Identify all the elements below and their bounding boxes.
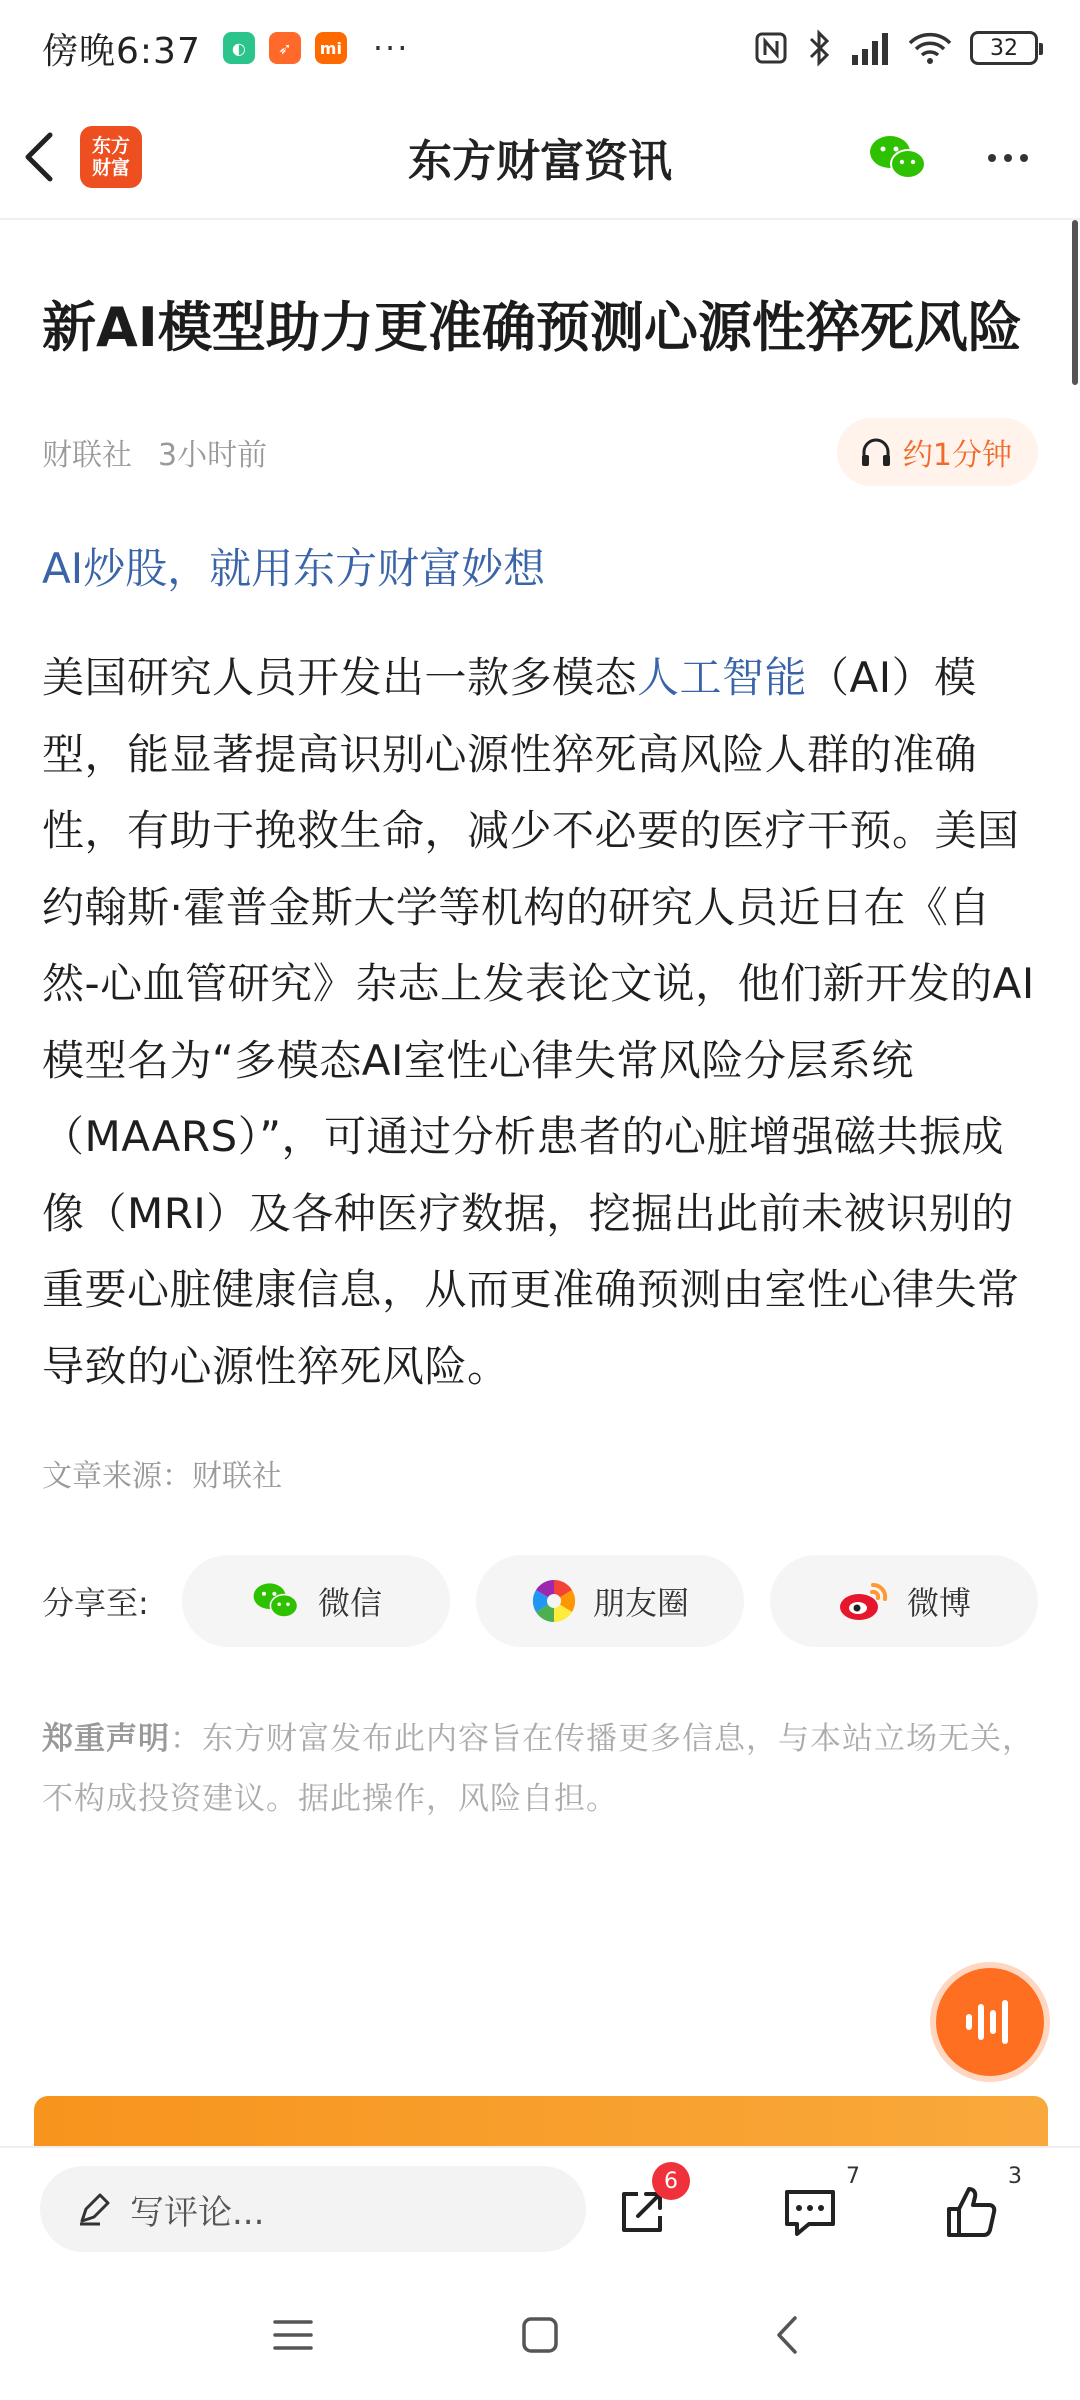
signal-icon	[850, 31, 890, 65]
disclaimer-text: ：东方财富发布此内容旨在传播更多信息，与本站立场无关，不构成投资建议。据此操作，风险自担。	[42, 1721, 1034, 1817]
comment-count: 7	[846, 2164, 860, 2189]
dot-icon	[1020, 154, 1028, 162]
status-app-icons	[223, 32, 347, 64]
headphones-icon	[859, 435, 893, 469]
body-text-part: （AI）模型，能显著提高识别心源性猝死高风险人群的准确性，有助于挽救生命，减少不必要的医疗干预。美国约翰斯·霍普金斯大学等机构的研究人员近日在《自然-心血管研究》杂志上发表论文说，他们新开发的AI模型名为“多模态AI室性心律失常风险分层系统（MAARS）”，可通过分析患者的心脏增强磁共振成像（MRI）及各种医疗数据，挖掘出此前未被识别的重要心脏健康信息，从而更准确预测由室性心律失常导致的心源性猝死风险。	[42, 653, 1035, 1391]
article-time: 3小时前	[158, 438, 268, 473]
nav-home-button[interactable]	[500, 2295, 580, 2375]
weibo-icon	[837, 1579, 891, 1623]
app-green-icon: ◐	[223, 32, 255, 64]
mi-icon: mi	[315, 32, 347, 64]
share-row	[42, 1555, 1038, 1647]
article-meta	[42, 418, 1038, 486]
logo-text-line1: 东方	[91, 135, 130, 157]
ai-keyword-link[interactable]: 人工智能	[637, 653, 808, 702]
battery-indicator	[970, 31, 1038, 65]
chevron-left-icon	[20, 129, 60, 185]
article	[42, 220, 1038, 1829]
disclaimer	[42, 1709, 1038, 1829]
comment-icon	[781, 2184, 839, 2240]
logo-text-line2: 财富	[91, 157, 130, 179]
app-orange-icon: ➶	[269, 32, 301, 64]
status-indicators	[754, 29, 1038, 67]
share-moments-label: 朋友圈	[592, 1584, 689, 1622]
chevron-left-icon	[775, 2315, 799, 2355]
app-header	[0, 96, 1080, 220]
article-body	[42, 640, 1038, 1405]
body-text-part: 美国研究人员开发出一款多模态	[42, 653, 638, 702]
dot-icon	[988, 154, 996, 162]
like-count: 3	[1008, 2164, 1022, 2189]
wechat-icon	[866, 126, 930, 190]
wechat-share-button[interactable]	[866, 126, 930, 190]
battery-level: 32	[990, 35, 1018, 61]
page-title: 东方财富资讯	[408, 136, 672, 187]
more-options-button[interactable]	[976, 126, 1040, 190]
ad-banner[interactable]	[34, 2096, 1048, 2146]
promo-link[interactable]: AI炒股，就用东方财富妙想	[42, 544, 546, 593]
back-button[interactable]	[0, 107, 80, 207]
wifi-icon	[908, 31, 952, 65]
nav-back-button[interactable]	[747, 2295, 827, 2375]
status-time: 傍晚6:37	[42, 30, 201, 72]
share-wechat-button[interactable]	[182, 1555, 450, 1647]
share-moments-button[interactable]	[476, 1555, 744, 1647]
article-source-line: 文章来源：财联社	[42, 1459, 282, 1494]
share-badge: 6	[652, 2162, 690, 2200]
home-square-icon	[521, 2316, 559, 2354]
system-nav-bar	[0, 2270, 1080, 2400]
nfc-icon	[754, 31, 788, 65]
disclaimer-title: 郑重声明	[42, 1721, 170, 1757]
thumbs-up-icon	[943, 2183, 1001, 2241]
share-label: 分享至:	[42, 1584, 149, 1622]
dot-icon	[1004, 154, 1012, 162]
share-weibo-label: 微博	[906, 1584, 971, 1622]
bluetooth-icon	[806, 29, 832, 67]
article-title: 新AI模型助力更准确预测心源性猝死风险	[42, 296, 1022, 359]
menu-icon	[273, 2318, 313, 2352]
listen-audio-button[interactable]	[837, 418, 1038, 486]
comment-input[interactable]	[40, 2166, 586, 2252]
eastmoney-logo[interactable]	[80, 126, 142, 188]
wechat-icon	[250, 1577, 302, 1625]
moments-icon	[531, 1578, 577, 1624]
voice-assistant-button[interactable]	[936, 1968, 1044, 2076]
article-source[interactable]: 财联社	[42, 438, 132, 473]
pencil-icon	[76, 2191, 112, 2227]
status-bar	[0, 0, 1080, 96]
status-more-icon: ···	[372, 29, 410, 67]
comment-placeholder: 写评论...	[130, 2192, 265, 2233]
comments-button[interactable]	[770, 2164, 860, 2250]
like-button[interactable]	[932, 2164, 1022, 2250]
audio-duration: 约1分钟	[902, 438, 1012, 473]
share-button[interactable]	[602, 2168, 682, 2250]
share-weibo-button[interactable]	[770, 1555, 1038, 1647]
nav-menu-button[interactable]	[253, 2295, 333, 2375]
scrollbar[interactable]	[1072, 220, 1078, 385]
share-wechat-label: 微信	[317, 1584, 382, 1622]
sound-wave-icon	[962, 1998, 1018, 2046]
bottom-action-bar	[0, 2146, 1080, 2270]
